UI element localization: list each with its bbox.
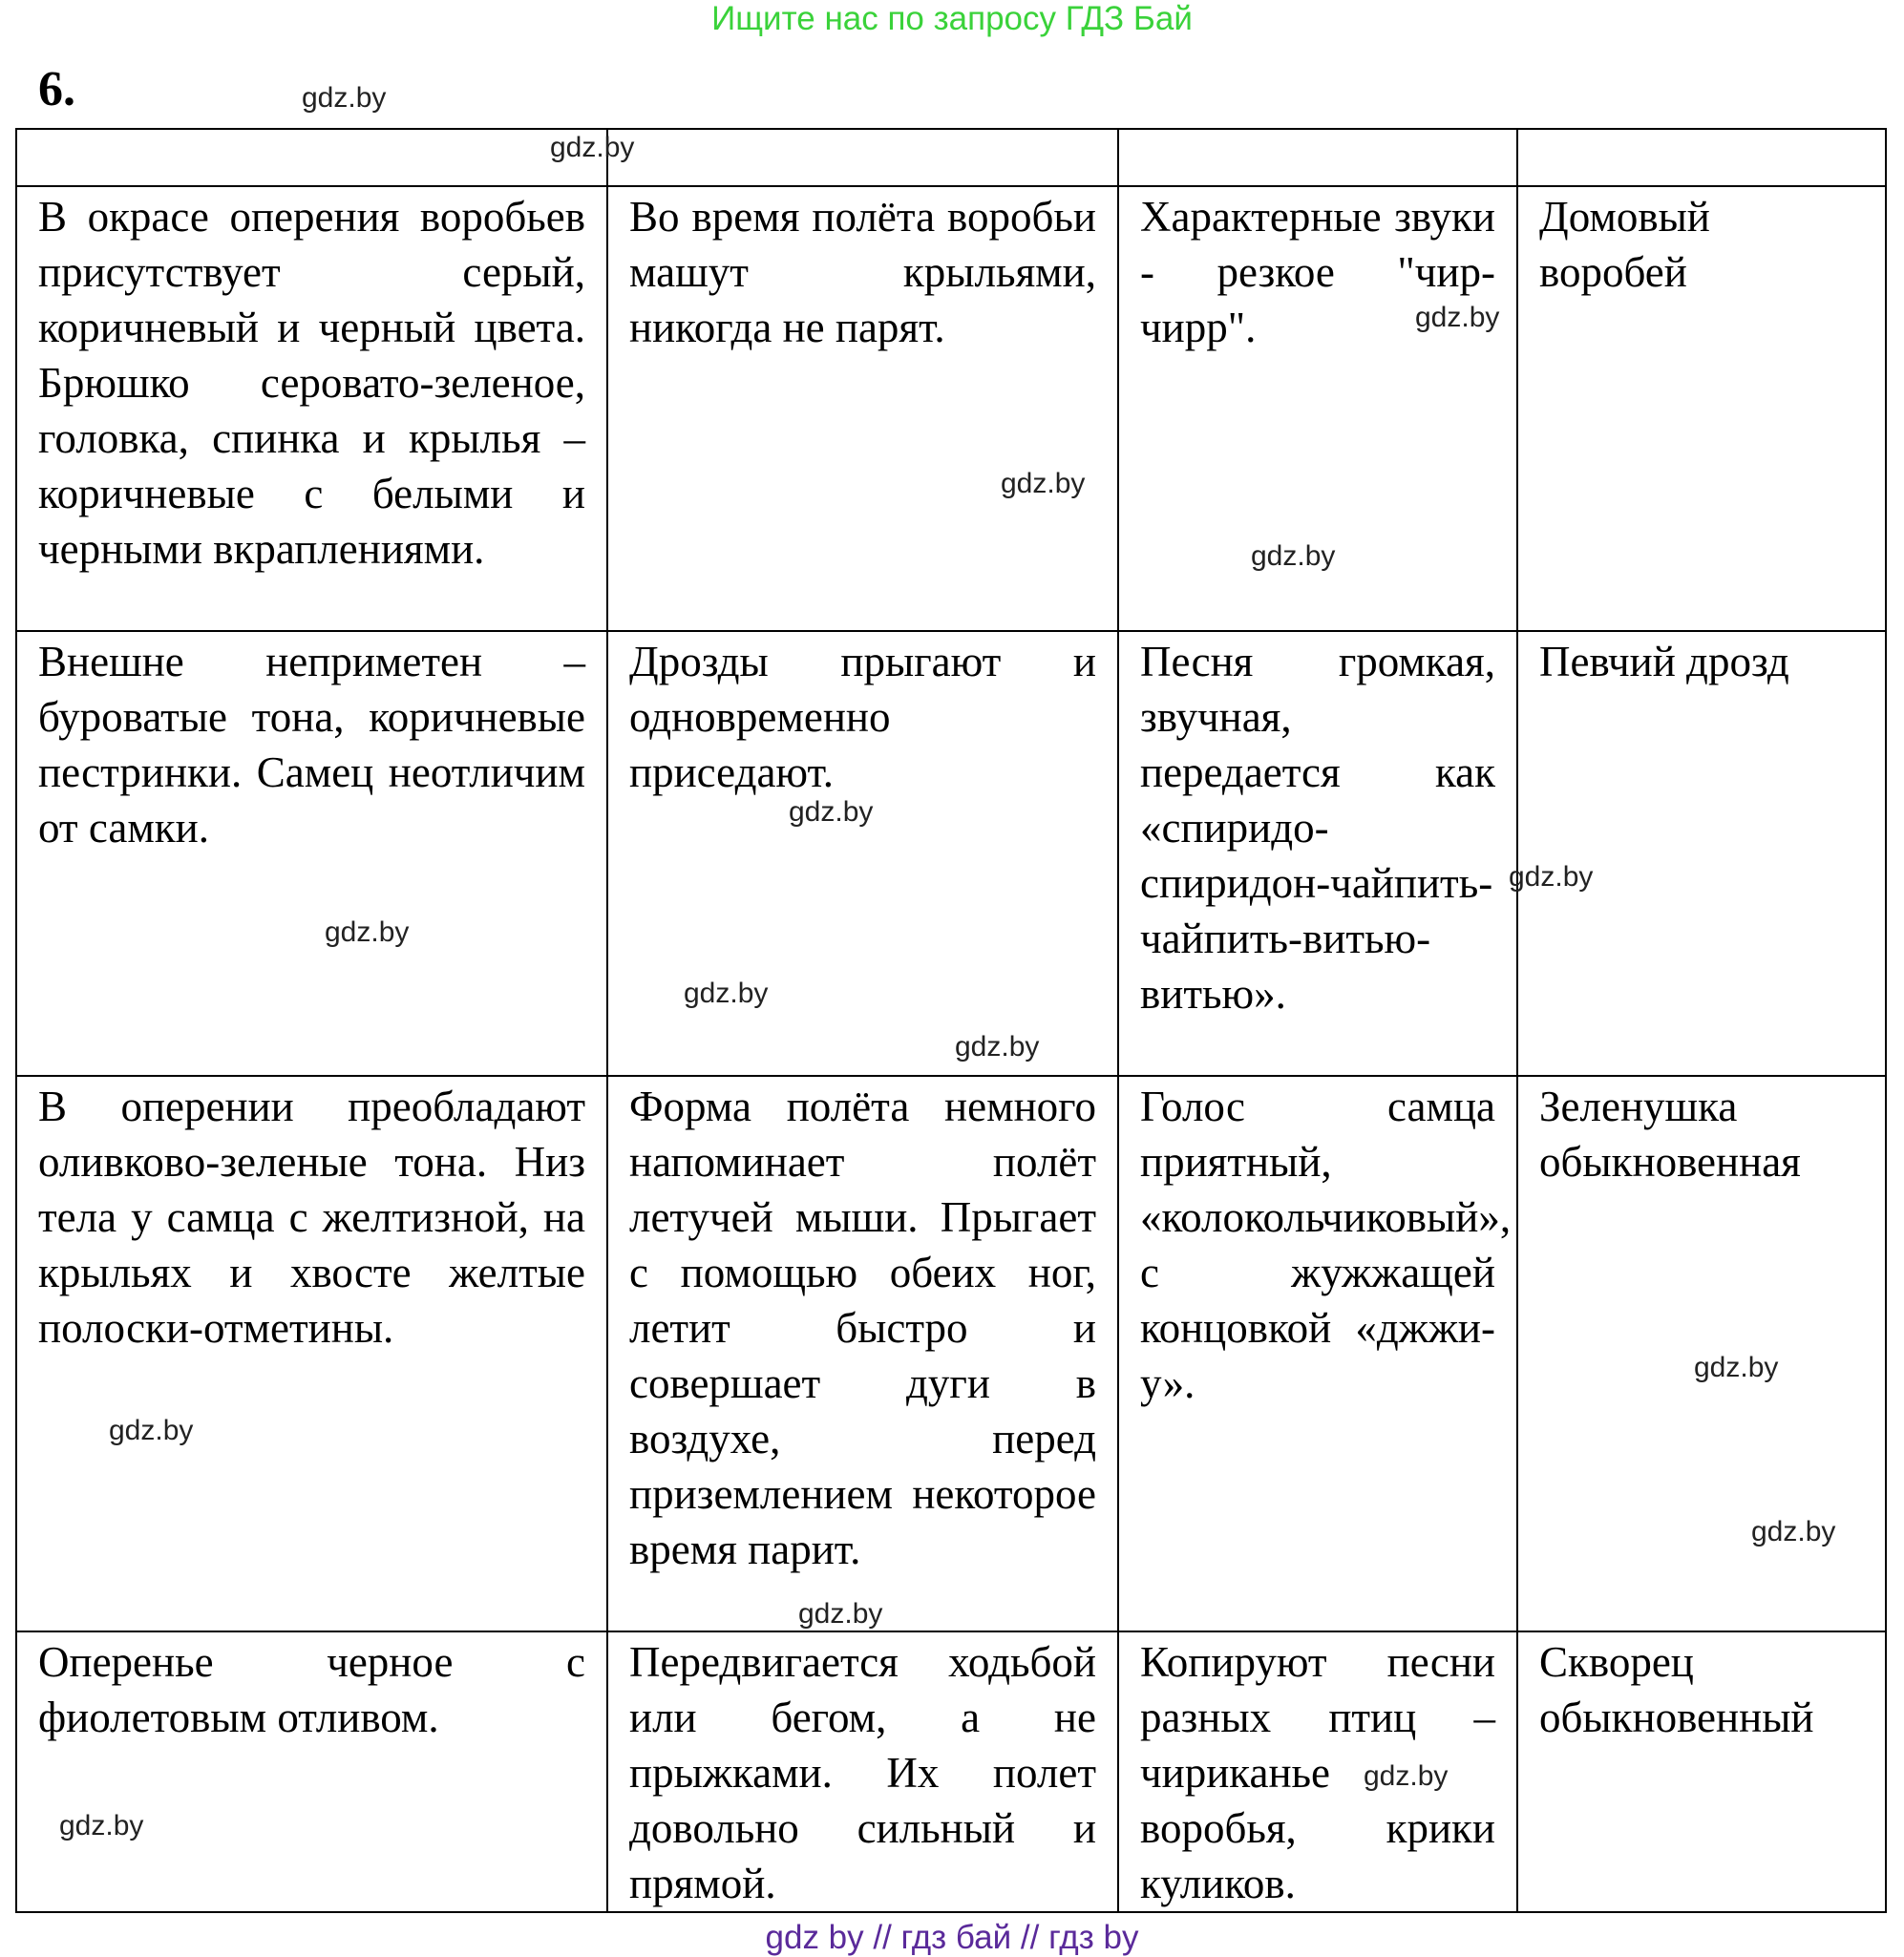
table-row	[16, 186, 1886, 631]
behavior-cell: Дрозды прыгают и одновременно приседают.	[607, 631, 1118, 1076]
appearance-cell: В оперении преобладают оливково-зеленые тона. Низ тела у самца с желтизной, на крыльях и хвосте желтые полоски-отметины.	[16, 1076, 607, 1631]
species-cell: Зеленушка обыкновенная	[1517, 1076, 1886, 1631]
watermark: gdz.by	[1364, 1760, 1449, 1792]
header-cell	[1118, 129, 1517, 186]
watermark: gdz.by	[1694, 1352, 1779, 1383]
appearance-cell: Внешне неприметен – буроватые тона, коричневые пестринки. Самец неотличим от самки.	[16, 631, 607, 1076]
table-row	[16, 1631, 1886, 1912]
watermark: gdz.by	[1415, 302, 1500, 333]
behavior-cell: Форма полёта немного напоминает полёт летучей мыши. Прыгает с помощью обеих ног, летит быстро и совершает дуги в воздухе, перед приземлением некоторое время парит.	[607, 1076, 1118, 1631]
header-cell	[1517, 129, 1886, 186]
watermark: gdz.by	[302, 82, 387, 114]
appearance-cell: Оперенье черное с фиолетовым отливом.	[16, 1631, 607, 1912]
watermark: gdz.by	[789, 796, 874, 828]
species-cell: Скворец обыкновенный	[1517, 1631, 1886, 1912]
species-cell: Певчий дрозд	[1517, 631, 1886, 1076]
watermark: gdz.by	[1001, 468, 1086, 499]
watermark: gdz.by	[1251, 540, 1336, 572]
watermark: gdz.by	[325, 916, 410, 948]
watermark: gdz.by	[59, 1810, 144, 1841]
behavior-cell: Во время полёта воробьи машут крыльями, никогда не парят.	[607, 186, 1118, 631]
task-number: 6.	[38, 62, 75, 116]
watermark: gdz.by	[1751, 1516, 1836, 1547]
behavior-cell: Передвигается ходьбой или бегом, а не прыжками. Их полет довольно сильный и прямой.	[607, 1631, 1118, 1912]
watermark: gdz.by	[684, 978, 769, 1009]
watermark: gdz.by	[955, 1031, 1040, 1063]
header-cell	[607, 129, 1118, 186]
bird-description-table	[15, 128, 1887, 1913]
watermark: gdz.by	[798, 1598, 883, 1630]
watermark: gdz.by	[109, 1415, 194, 1446]
voice-cell: Песня громкая, звучная, передается как «спиридо-спиридон-чайпить-чайпить-витью-витью».	[1118, 631, 1517, 1076]
footer-links: gdz by // гдз бай // гдз by	[765, 1919, 1139, 1956]
species-cell: Домовый воробей	[1517, 186, 1886, 631]
search-banner: Ищите нас по запросу ГДЗ Бай	[711, 0, 1193, 37]
header-cell	[16, 129, 607, 186]
voice-cell: Копируют песни разных птиц – чириканье воробья, крики куликов.	[1118, 1631, 1517, 1912]
voice-cell: Характерные звуки - резкое "чир-чирр".	[1118, 186, 1517, 631]
table-row	[16, 631, 1886, 1076]
voice-cell: Голос самца приятный, «колокольчиковый», с жужжащей концовкой «джжи-у».	[1118, 1076, 1517, 1631]
watermark: gdz.by	[550, 132, 635, 163]
watermark: gdz.by	[1509, 861, 1594, 893]
table-header-row	[16, 129, 1886, 186]
table-row	[16, 1076, 1886, 1631]
appearance-cell: В окрасе оперения воробьев присутствует серый, коричневый и черный цвета. Брюшко серовато-зеленое, головка, спинка и крылья – коричневые с белыми и черными вкраплениями.	[16, 186, 607, 631]
